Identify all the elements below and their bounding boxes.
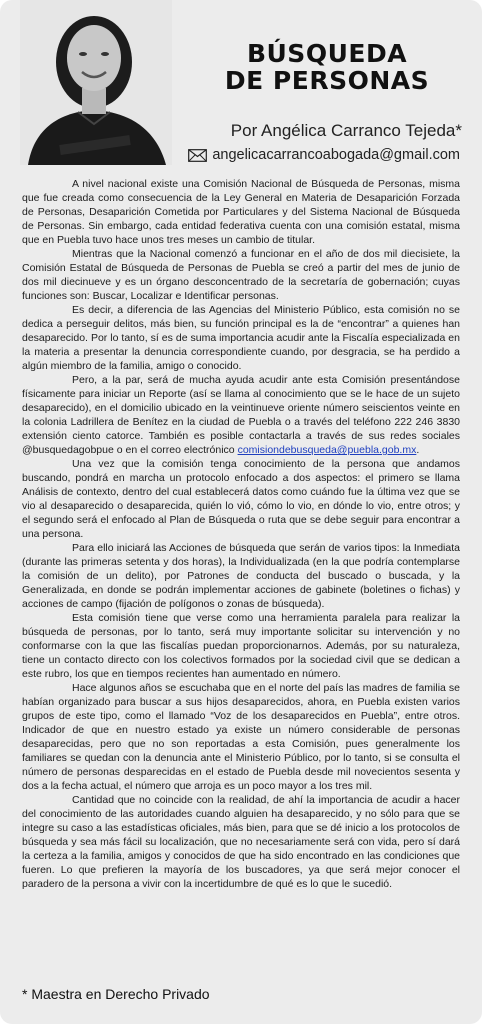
author-portrait (20, 0, 172, 165)
author-byline: Por Angélica Carranco Tejeda* (230, 121, 462, 140)
portrait-icon (20, 0, 172, 165)
author-email-row (188, 147, 460, 163)
paragraph-3: Es decir, a diferencia de las Agencias del Ministerio Público, esta comisión no se dedica a perseguir delitos, más bien, su función principal es la de “encontrar” a quienes han desaparecido. Por lo tanto, sí es de suma importancia acudir ante la Fiscalía especializada en la materia a presentar la denuncia correspondiente cuando, por desgracia, se ha perdido a algún miembro de la familia, amigo o conocido. (22, 304, 460, 372)
paragraph-1: A nivel nacional existe una Comisión Nacional de Búsqueda de Personas, misma que fue creada como consecuencia de la Ley General en Materia de Desaparición Forzada de Personas, Desaparición Cometida por Particulares y del Sistema Nacional de Búsqueda de Personas. Sin embargo, cada entidad federativa cuenta con una comisión estatal, misma que en Puebla tuvo hace unos tres meses un cambio de titular. (22, 178, 460, 246)
article-body (22, 177, 460, 891)
author-footnote: * Maestra en Derecho Privado (22, 986, 210, 1002)
paragraph-5: Una vez que la comisión tenga conocimiento de la persona que andamos buscando, pondrá en marcha un protocolo enfocado a dos aspectos: el primero se llama Análisis de contexto, dentro del cual establecerá datos como cuándo fue la última vez que se vio al desaparecido o desaparecida, quién lo vió, cómo lo vio, en dónde lo vio, entre otros; y el segundo será el enfocado al Plan de Búsqueda o ruta que se debe seguir para encontrar a una persona. (22, 458, 460, 540)
paragraph-4-end: . (416, 444, 420, 456)
title-line-2: DE PERSONAS (224, 66, 430, 95)
author-email[interactable]: angelicacarrancoabogada@gmail.com (212, 147, 460, 163)
title-line-1: BÚSQUEDA (246, 39, 408, 68)
paragraph-2: Mientras que la Nacional comenzó a funcionar en el año de dos mil diecisiete, la Comisión Estatal de Búsqueda de Personas de Puebla se creó a partir del mes de junio de dos mil diecinueve y es un órgano desconcentrado de la secretaría de gobernación; cuyas funciones son: Buscar, Localizar e Identificar personas. (22, 248, 460, 302)
article-title (182, 40, 472, 94)
envelope-icon (188, 149, 207, 162)
paragraph-7: Esta comisión tiene que verse como una herramienta paralela para realizar la búsqueda de personas, por lo tanto, será muy importante solicitar su intervención y no conformarse con la que las fiscalías puedan proporcionarnos. Además, por su naturaleza, tiene un contacto directo con los colectivos formados por la sociedad civil que se dedican a este rubro, los que en tiempos recientes han aumentado en número. (22, 612, 460, 680)
paragraph-4 (22, 373, 460, 457)
paragraph-8: Hace algunos años se escuchaba que en el norte del país las madres de familia se habían organizado para buscar a sus hijos desaparecidos, ahora, en Puebla existen varios grupos de este tipo, como el llamado “Voz de los desaparecidos en Puebla”, entre otros. Indicador de que en nuestro estado ya existe un número considerable de personas desaparecidas, pero que no son reportadas a esta Comisión, pues generalmente los familiares se quedan con la denuncia ante el Ministerio Público, por lo tanto, si se consulta el número de personas desparecidas en el estado de Puebla desde mil novecientos sesenta y dos a la fecha actual, el número que arroja es un poco mayor a los tres mil. (22, 682, 460, 792)
paragraph-4-text: Pero, a la par, será de mucha ayuda acudir ante esta Comisión presentándose físicamente para iniciar un Reporte (así se llama al conocimiento que se le hace de un sujeto desaparecido), en el domicilio ubicado en la veintinueve oriente número seiscientos veinte en la colonia Ladrillera de Benítez en la ciudad de Puebla o a través del teléfono 222 246 3830 extensión ciento catorce. También es posible contactarla a través de sus redes sociales @busquedagobpue o en el correo electrónico (22, 374, 460, 456)
paragraph-6: Para ello iniciará las Acciones de búsqueda que serán de varios tipos: la Inmediata (durante las primeras setenta y dos horas), la Individualizada (en la que podría contemplarse la comisión de un delito), por Patrones de conducta del buscado o buscada, y la Generalizada, en donde se podrán implementar acciones de gabinete (boletines o fichas) y acciones de campo (fijación de polígonos o zonas de búsqueda). (22, 542, 460, 610)
commission-email-link[interactable]: comisiondebusqueda@puebla.gob.mx (237, 444, 417, 456)
paragraph-9: Cantidad que no coincide con la realidad, de ahí la importancia de acudir a hacer del conocimiento de las autoridades cuando alguien ha desaparecido, y no sólo para que se integre su caso a las estadísticas oficiales, más bien, para que se dé inicio a los protocolos de búsqueda y sea más fácil su localización, que no necesariamente será con vida, pero sí dará la certeza a la familia, amigos y conocidos de que ha sido encontrado en las condiciones que fueren. Lo que prefieren la mayoría de los buscadores, ya que será mejor conocer el paradero de la persona a vivir con la incertidumbre de qué es lo que le sucedió. (22, 794, 460, 890)
